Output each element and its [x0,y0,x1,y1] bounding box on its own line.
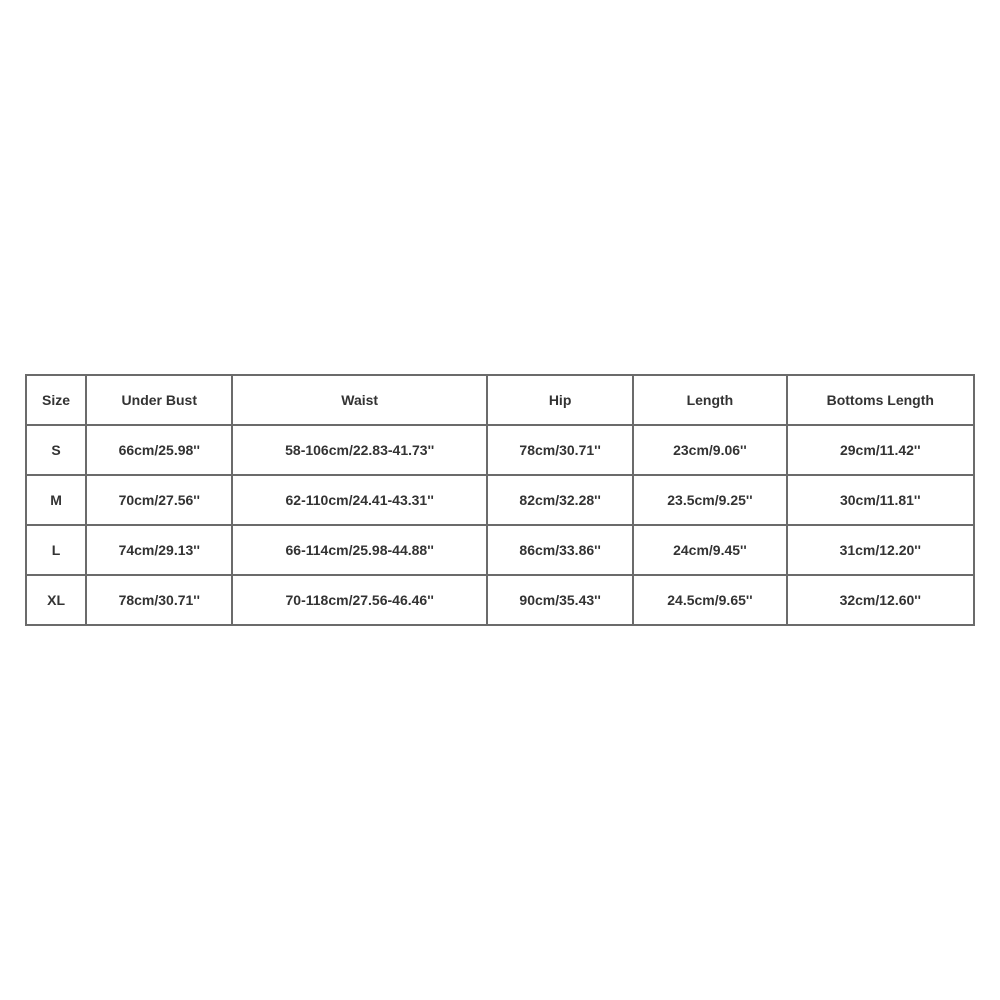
cell-hip: 86cm/33.86'' [487,525,633,575]
table-row [26,575,974,625]
size-chart-table [25,374,975,626]
cell-bottoms-length: 31cm/12.20'' [787,525,974,575]
cell-hip: 78cm/30.71'' [487,425,633,475]
cell-bottoms-length: 32cm/12.60'' [787,575,974,625]
cell-length: 23.5cm/9.25'' [633,475,786,525]
cell-waist: 70-118cm/27.56-46.46'' [232,575,487,625]
header-under-bust: Under Bust [86,375,232,425]
cell-size: XL [26,575,86,625]
cell-under-bust: 70cm/27.56'' [86,475,232,525]
cell-bottoms-length: 29cm/11.42'' [787,425,974,475]
cell-length: 24cm/9.45'' [633,525,786,575]
table-row [26,425,974,475]
cell-length: 23cm/9.06'' [633,425,786,475]
header-bottoms-length: Bottoms Length [787,375,974,425]
cell-waist: 58-106cm/22.83-41.73'' [232,425,487,475]
cell-hip: 90cm/35.43'' [487,575,633,625]
cell-bottoms-length: 30cm/11.81'' [787,475,974,525]
cell-hip: 82cm/32.28'' [487,475,633,525]
cell-length: 24.5cm/9.65'' [633,575,786,625]
cell-under-bust: 74cm/29.13'' [86,525,232,575]
cell-size: M [26,475,86,525]
table-row [26,525,974,575]
cell-size: S [26,425,86,475]
header-size: Size [26,375,86,425]
cell-size: L [26,525,86,575]
cell-under-bust: 66cm/25.98'' [86,425,232,475]
cell-under-bust: 78cm/30.71'' [86,575,232,625]
header-length: Length [633,375,786,425]
cell-waist: 62-110cm/24.41-43.31'' [232,475,487,525]
cell-waist: 66-114cm/25.98-44.88'' [232,525,487,575]
header-waist: Waist [232,375,487,425]
header-row [26,375,974,425]
header-hip: Hip [487,375,633,425]
table-row [26,475,974,525]
